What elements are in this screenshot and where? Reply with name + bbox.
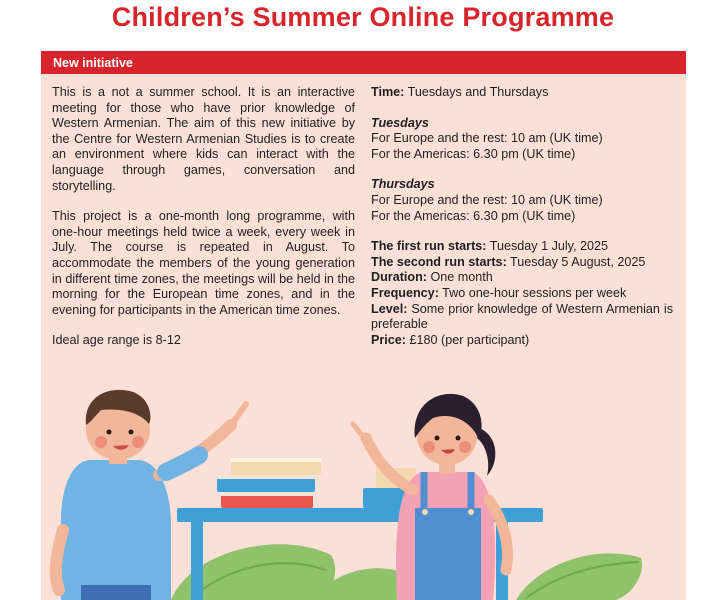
girl-finger (353, 424, 366, 440)
boy-eye-right (129, 430, 134, 435)
level-label: Level: (371, 301, 408, 316)
facts-block (371, 239, 673, 348)
first-run-label: The first run starts: (371, 239, 487, 254)
tuesday-americas-time: For the Americas: 6.30 pm (UK time) (371, 146, 576, 161)
schedule-paragraph: This project is a one-month long programme, with one-hour meetings held twice a week, every week in July. The course is repeated in August. To accommodate the members of the young generation in different time zones, the meetings will be held in the morning for the European time zones, and in the evening for participants in the American time zones. (52, 209, 355, 317)
price-value: £180 (per participant) (409, 332, 530, 347)
boy-sleeve (166, 455, 199, 472)
boy-cheek-right (132, 436, 144, 448)
boy-eye-left (107, 430, 112, 435)
level-row (371, 302, 673, 333)
page-title: Children’s Summer Online Programme (111, 2, 615, 32)
boy-pants (81, 585, 151, 600)
first-run-row (371, 239, 673, 255)
table-leg-left (191, 522, 203, 600)
girl-eye-left (435, 436, 440, 441)
boy-finger (229, 404, 246, 428)
time-label: Time: (371, 85, 405, 99)
girl-cheek-left (423, 441, 435, 453)
intro-paragraph: This is a not a summer school. It is an interactive meeting for those who have prior knowledge of Western Armenian. The aim of this new initiative by the Centre for Western Armenian Studies is to create an environment where kids can interact with the language through games, conversation and storytelling. (52, 85, 355, 193)
frequency-label: Frequency: (371, 285, 439, 300)
boy-arm-down (56, 530, 63, 590)
girl-cheek-right (459, 441, 471, 453)
first-run-value: Tuesday 1 July, 2025 (489, 239, 609, 254)
book-beige-pages (231, 458, 321, 462)
duration-row (371, 270, 673, 286)
price-label: Price: (371, 332, 407, 347)
boy-shirt (61, 460, 171, 600)
boy-cheek-left (95, 436, 107, 448)
second-run-label: The second run starts: (371, 254, 507, 269)
tuesdays-block (371, 116, 673, 163)
children-illustration (41, 380, 686, 600)
thursdays-heading: Thursdays (371, 177, 435, 192)
girl-button-left (422, 509, 428, 515)
thursdays-block (371, 177, 673, 224)
book-blue-pages (217, 475, 315, 479)
details-column (371, 85, 673, 363)
level-value: Some prior knowledge of Western Armenian is preferable (371, 301, 674, 332)
tuesdays-heading: Tuesdays (371, 115, 429, 130)
time-value: Tuesdays and Thursdays (407, 85, 549, 99)
tuesday-europe-time: For Europe and the rest: 10 am (UK time) (371, 131, 603, 146)
thursday-americas-time: For the Americas: 6.30 pm (UK time) (371, 208, 576, 223)
duration-label: Duration: (371, 270, 427, 285)
thursday-europe-time: For Europe and the rest: 10 am (UK time) (371, 192, 603, 207)
duration-value: One month (430, 270, 493, 285)
second-run-row (371, 255, 673, 271)
price-row (371, 333, 673, 349)
frequency-value: Two one-hour sessions per week (442, 285, 627, 300)
section-banner: New initiative (41, 51, 686, 74)
time-row (371, 85, 673, 101)
description-column (52, 85, 355, 364)
girl-eye-right (456, 436, 461, 441)
age-range-text: Ideal age range is 8-12 (52, 333, 181, 348)
book-red-pages (221, 492, 313, 496)
girl-ponytail (477, 428, 495, 476)
frequency-row (371, 286, 673, 302)
girl-overalls (415, 508, 481, 600)
second-run-value: Tuesday 5 August, 2025 (510, 254, 646, 269)
girl-button-right (468, 509, 474, 515)
